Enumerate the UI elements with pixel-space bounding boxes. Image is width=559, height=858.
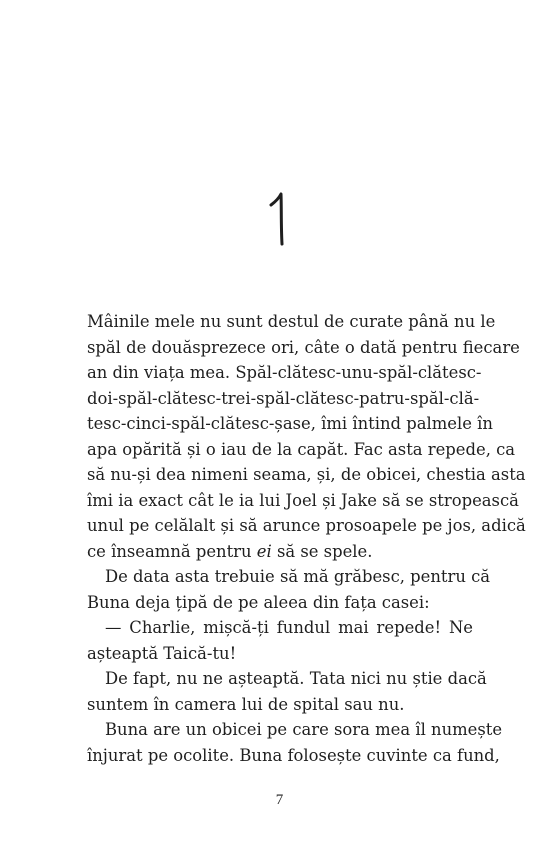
- text-line: să nu-și dea nimeni seama, și, de obicei, chestia asta: [87, 465, 526, 484]
- text-line: De data asta trebuie să mă grăbesc, pentru că: [105, 567, 491, 586]
- text-line: suntem în camera lui de spital sau nu.: [87, 694, 405, 714]
- text-line: — Charlie, mișcă-ți fundul mai repede! Ne: [105, 618, 473, 637]
- emphasis: ei: [256, 541, 272, 561]
- text-line: Mâinile mele nu sunt destul de curate până nu le: [87, 312, 496, 331]
- text-line: apa opărită și o iau de la capăt. Fac asta repede, ca: [87, 439, 516, 459]
- text-segment: ce înseamnă pentru: [87, 541, 257, 561]
- text-line: De fapt, nu ne așteaptă. Tata nici nu știe dacă: [105, 669, 487, 688]
- page-number: 7: [275, 792, 284, 808]
- text-line: înjurat pe ocolite. Buna folosește cuvinte ca fund,: [87, 745, 500, 765]
- text-line: doi-spăl-clătesc-trei-spăl-clătesc-patru-spăl-clă-: [87, 388, 480, 408]
- body-text: [87, 309, 526, 768]
- text-segment: să se spele.: [271, 541, 373, 561]
- text-line: [87, 539, 473, 565]
- text-line: îmi ia exact cât le ia lui Joel și Jake să se stropească: [87, 490, 519, 510]
- text-line: spăl de douăsprezece ori, câte o dată pentru fiecare: [87, 337, 520, 357]
- text-line: Buna are un obicei pe care sora mea îl numește: [105, 720, 503, 739]
- text-line: an din viața mea. Spăl-clătesc-unu-spăl-clătesc-: [87, 363, 482, 382]
- text-line: tesc-cinci-spăl-clătesc-șase, îmi întind palmele în: [87, 414, 493, 433]
- chapter-number: [262, 192, 292, 248]
- text-line: unul pe celălalt și să arunce prosoapele pe jos, adică: [87, 516, 526, 535]
- text-line: Buna deja țipă de pe aleea din fața casei:: [87, 592, 430, 612]
- text-line: așteaptă Taică-tu!: [87, 643, 237, 663]
